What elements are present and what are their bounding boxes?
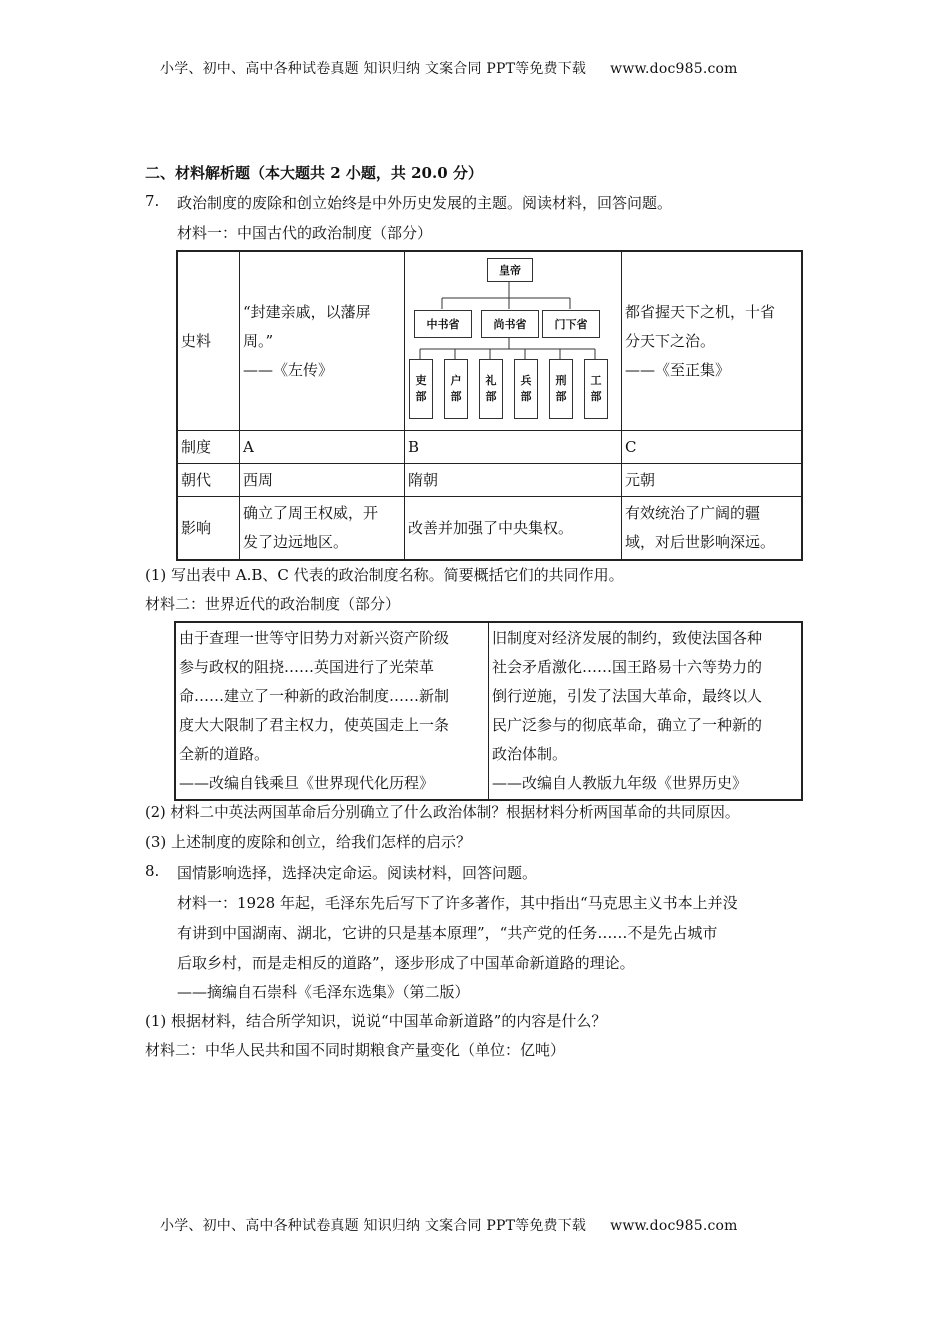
q8-material1-line1: 材料一：1928 年起，毛泽东先后写下了许多著作，其中指出“马克思主义书本上并没 <box>177 894 738 912</box>
ministry-char: 吏 <box>415 374 427 387</box>
shangshu-box: 尚书省 <box>481 310 539 338</box>
source-c-line2: 分天下之治。 <box>625 331 716 350</box>
row-label: 朝代 <box>177 464 240 497</box>
three-departments-six-ministries-chart <box>405 253 621 429</box>
england-line: 全新的道路。 <box>179 745 270 763</box>
impact-a-line1: 确立了周王权威，开 <box>243 504 379 522</box>
source-a-citation: ——《左传》 <box>243 360 334 379</box>
q7-sub3: (3) 上述制度的废除和创立，给我们怎样的启示？ <box>145 833 472 851</box>
q7-sub1: (1) 写出表中 A.B、C 代表的政治制度名称。简要概括它们的共同作用。 <box>145 566 624 584</box>
q7-sub2: (2) 材料二中英法两国革命后分别确立了什么政治体制？根据材料分析两国革命的共同原因。 <box>145 804 740 821</box>
menxia-box: 门下省 <box>542 310 600 338</box>
ministry-box <box>514 359 538 419</box>
france-line: 倒行逆施，引发了法国大革命，最终以人 <box>492 687 763 705</box>
table-row <box>177 497 802 561</box>
zhongshu-box: 中书省 <box>414 310 472 338</box>
impact-c-line2: 域，对后世影响深远。 <box>625 533 776 551</box>
table-row <box>177 251 802 431</box>
ministry-char: 部 <box>555 390 567 403</box>
source-a-cell <box>240 251 405 431</box>
footer-text: 小学、初中、高中各种试卷真题 知识归纳 文案合同 PPT等免费下载 <box>160 1218 587 1234</box>
material2-table <box>174 621 803 801</box>
england-citation: ——改编自钱乘旦《世界现代化历程》 <box>179 774 435 792</box>
header-text: 小学、初中、高中各种试卷真题 知识归纳 文案合同 PPT等免费下载 <box>160 61 587 77</box>
q8-sub1: (1) 根据材料，结合所学知识，说说“中国革命新道路”的内容是什么？ <box>145 1012 607 1030</box>
england-text-cell <box>175 622 489 800</box>
impact-a-line2: 发了边远地区。 <box>243 533 349 551</box>
page-footer <box>160 1215 800 1235</box>
ministry-char: 礼 <box>485 374 497 387</box>
ministry-char: 兵 <box>520 374 532 387</box>
row-label: 史料 <box>177 251 240 431</box>
q7-material1-title: 材料一：中国古代的政治制度（部分） <box>177 224 433 242</box>
france-line: 旧制度对经济发展的制约，致使法国各种 <box>492 629 763 647</box>
row-label: 影响 <box>177 497 240 561</box>
ministry-box <box>444 359 468 419</box>
dynasty-cell: 西周 <box>240 464 405 497</box>
section-title: 二、材料解析题（本大题共 2 小题，共 20.0 分） <box>145 164 483 182</box>
france-line: 社会矛盾激化……国王路易十六等势力的 <box>492 658 763 676</box>
france-text-cell <box>489 622 803 800</box>
system-cell: C <box>622 431 803 464</box>
footer-site-link[interactable]: www.doc985.com <box>610 1218 738 1234</box>
france-citation: ——改编自人教版九年级《世界历史》 <box>492 774 748 792</box>
ministry-char: 刑 <box>555 374 567 387</box>
q7-material2-title: 材料二：世界近代的政治制度（部分） <box>145 595 401 613</box>
source-a-line1: “封建亲戚，以藩屏 <box>243 302 371 321</box>
ministry-char: 工 <box>590 374 602 387</box>
impact-a-cell <box>240 497 405 561</box>
page-header <box>160 58 800 78</box>
q8-material1-line2: 有讲到中国湖南、湖北，它讲的只是基本原理”，“共产党的任务……不是先占城市 <box>177 924 718 942</box>
emperor-box: 皇帝 <box>487 258 533 282</box>
material1-table <box>176 250 803 561</box>
ministry-box <box>549 359 573 419</box>
ministry-char: 部 <box>415 390 427 403</box>
impact-c-line1: 有效统治了广阔的疆 <box>625 504 761 522</box>
system-cell: A <box>240 431 405 464</box>
dynasty-cell: 隋朝 <box>405 464 622 497</box>
q8-number: 8. <box>145 862 160 880</box>
source-c-line1: 都省握天下之机，十省 <box>625 302 776 321</box>
table-row <box>177 431 802 464</box>
england-line: 命……建立了一种新的政治制度……新制 <box>179 687 450 705</box>
q8-material2-title: 材料二：中华人民共和国不同时期粮食产量变化（单位：亿吨） <box>145 1041 566 1059</box>
system-cell: B <box>405 431 622 464</box>
france-line: 民广泛参与的彻底革命，确立了一种新的 <box>492 716 763 734</box>
england-line: 由于查理一世等守旧势力对新兴资产阶级 <box>179 629 450 647</box>
q8-material1-line3: 后取乡村，而是走相反的道路”，逐步形成了中国革命新道路的理论。 <box>177 954 635 972</box>
ministry-box <box>584 359 608 419</box>
ministry-char: 户 <box>450 374 462 387</box>
org-chart-cell <box>405 251 622 431</box>
ministry-char: 部 <box>485 390 497 403</box>
england-line: 度大大限制了君主权力，使英国走上一条 <box>179 716 450 734</box>
q7-stem: 政治制度的废除和创立始终是中外历史发展的主题。阅读材料，回答问题。 <box>177 194 673 212</box>
table-row <box>177 464 802 497</box>
ministry-char: 部 <box>450 390 462 403</box>
france-line: 政治体制。 <box>492 745 568 763</box>
q7-number: 7. <box>145 192 160 210</box>
row-label: 制度 <box>177 431 240 464</box>
table-row <box>175 622 802 800</box>
impact-c-cell <box>622 497 803 561</box>
england-line: 参与政权的阻挠……英国进行了光荣革 <box>179 658 435 676</box>
source-c-citation: ——《至正集》 <box>625 360 731 379</box>
q8-stem: 国情影响选择，选择决定命运。阅读材料，回答问题。 <box>177 864 538 882</box>
ministry-box <box>479 359 503 419</box>
q8-material1-citation: ——摘编自石崇科《毛泽东选集》（第二版） <box>177 983 470 1001</box>
dynasty-cell: 元朝 <box>622 464 803 497</box>
ministry-char: 部 <box>520 390 532 403</box>
header-site-link[interactable]: www.doc985.com <box>610 61 738 77</box>
ministry-box <box>409 359 433 419</box>
ministry-char: 部 <box>590 390 602 403</box>
impact-b-cell: 改善并加强了中央集权。 <box>405 497 622 561</box>
source-a-line2: 周。” <box>243 331 274 350</box>
source-c-cell <box>622 251 803 431</box>
